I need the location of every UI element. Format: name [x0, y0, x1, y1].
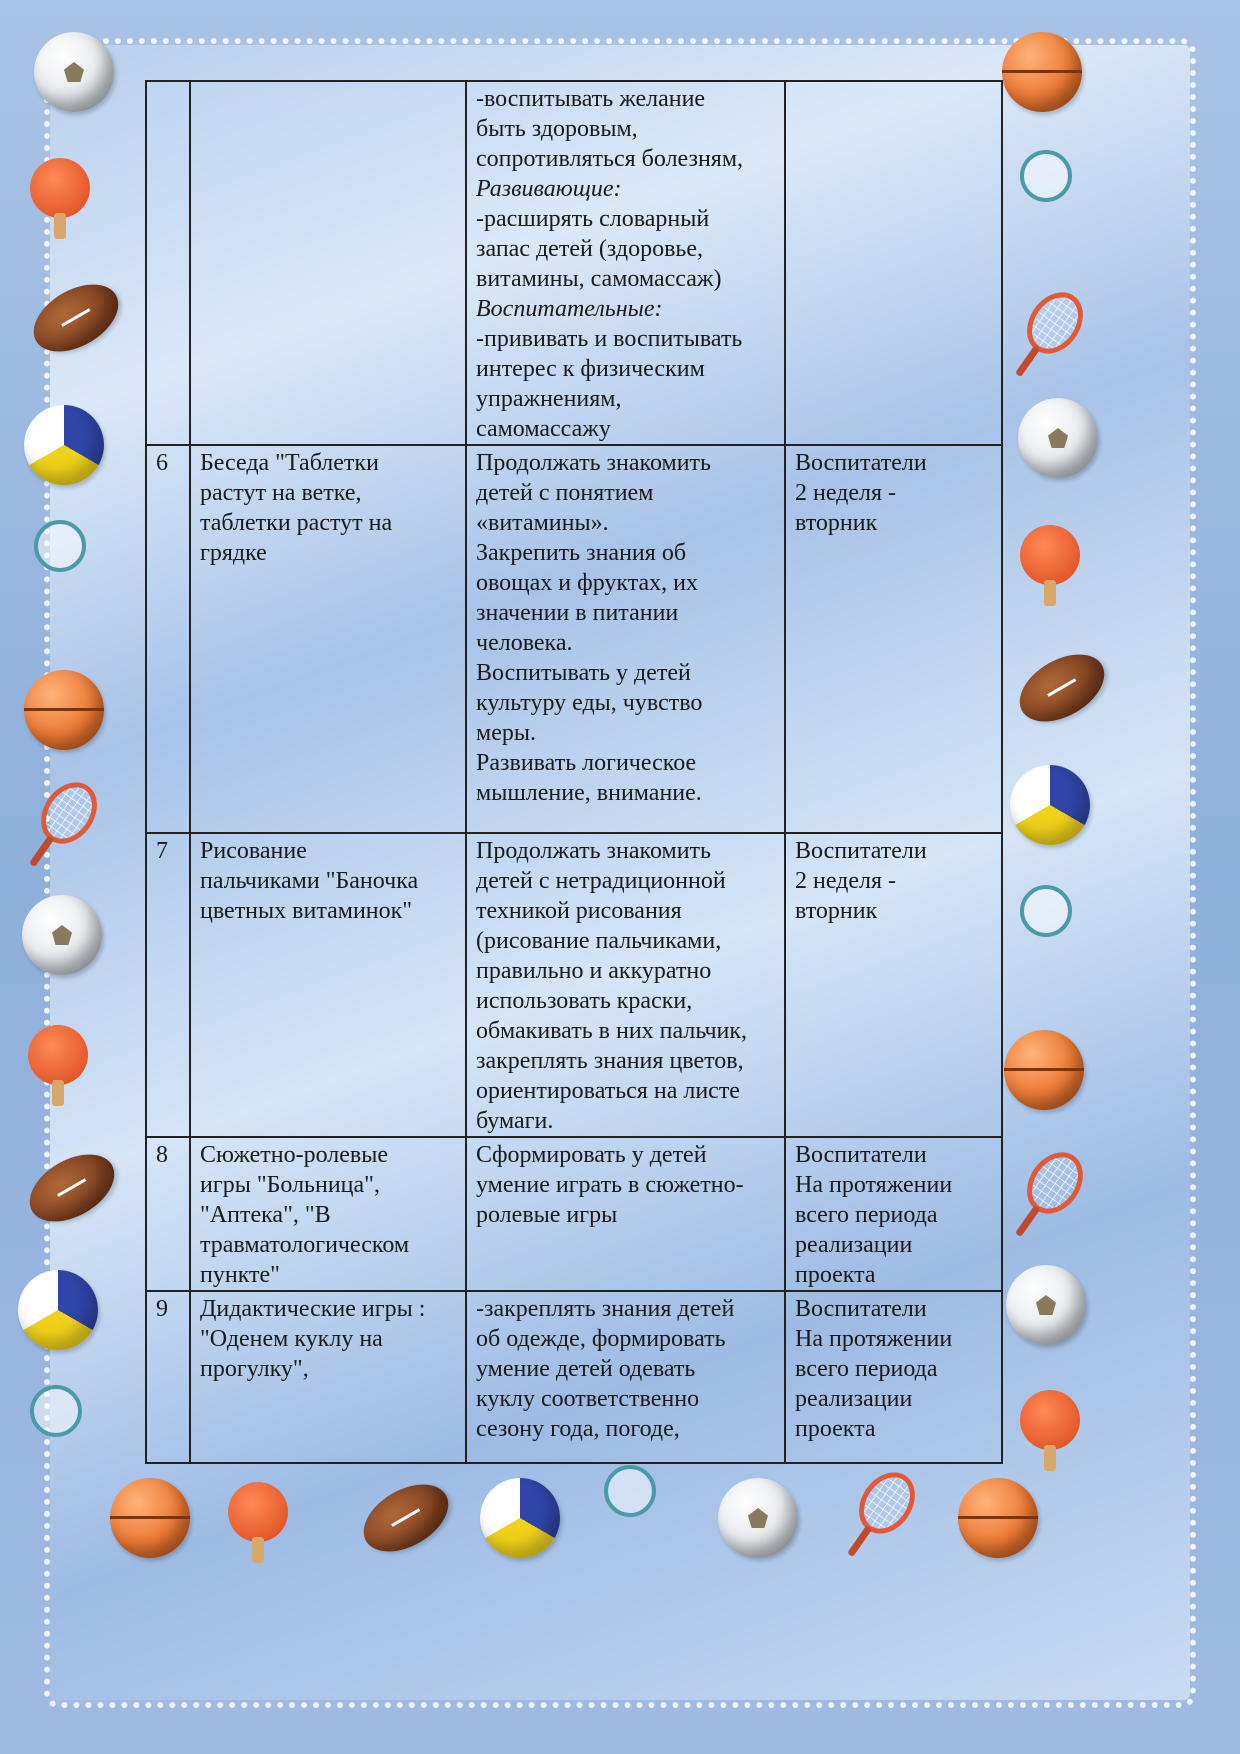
activity-line: Сюжетно-ролевые — [200, 1142, 389, 1168]
basketball-icon — [1002, 32, 1082, 112]
row-number-cell — [146, 1137, 190, 1291]
goals-line: самомассажу — [476, 416, 611, 442]
responsible-line: реализации — [795, 1386, 913, 1412]
row-number-cell — [146, 81, 190, 445]
activity-line: травматологическом — [200, 1232, 410, 1258]
goals-line: витамины, самомассаж) — [476, 266, 722, 292]
goals-line: Продолжать знакомить — [476, 838, 711, 864]
goals-line: Развивать логическое — [476, 750, 697, 776]
goals-line: человека. — [476, 630, 573, 656]
volleyball-icon — [24, 405, 104, 485]
responsible-line: На протяжении — [795, 1326, 953, 1352]
responsible-line: проекта — [795, 1262, 876, 1288]
responsible-line: 2 неделя - — [795, 480, 897, 506]
table-row — [146, 833, 1002, 1137]
goals-cell — [466, 81, 785, 445]
soccer-ball-icon — [1018, 398, 1098, 478]
goals-line: овощах и фруктах, их — [476, 570, 698, 596]
soccer-ball-icon — [22, 895, 102, 975]
goals-line: -расширять словарный — [476, 206, 710, 232]
responsible-line: Воспитатели — [795, 1142, 927, 1168]
activity-cell — [190, 833, 466, 1137]
responsible-line: всего периода — [795, 1356, 938, 1382]
goals-line: Воспитывать у детей — [476, 660, 691, 686]
goals-line: ролевые игры — [476, 1202, 618, 1228]
goals-line: -прививать и воспитывать — [476, 326, 743, 352]
activity-line: пальчиками "Баночка — [200, 868, 419, 894]
row-number: 6 — [156, 450, 168, 476]
goals-line: куклу соответственно — [476, 1386, 700, 1412]
volleyball-icon — [1010, 765, 1090, 845]
responsible-cell — [785, 445, 1002, 833]
ping-pong-paddle-icon — [1020, 1390, 1080, 1450]
goals-cell — [466, 1291, 785, 1463]
goals-line: правильно и аккуратно — [476, 958, 712, 984]
ping-pong-paddle-icon — [1020, 525, 1080, 585]
goals-cell — [466, 445, 785, 833]
basketball-icon — [24, 670, 104, 750]
soccer-ball-icon — [1006, 1265, 1086, 1345]
basketball-icon — [958, 1478, 1038, 1558]
volleyball-icon — [480, 1478, 560, 1558]
goals-line: Закрепить знания об — [476, 540, 687, 566]
goals-line: интерес к физическим — [476, 356, 705, 382]
activity-line: "Оденем куклу на — [200, 1326, 383, 1352]
badminton-racket-icon — [30, 1385, 82, 1437]
activity-line: грядке — [200, 540, 267, 566]
goals-line: сопротивляться болезням, — [476, 146, 744, 172]
responsible-line: вторник — [795, 510, 878, 536]
activity-line: "Аптека", "В — [200, 1202, 331, 1228]
responsible-cell — [785, 833, 1002, 1137]
activity-line: Рисование — [200, 838, 307, 864]
badminton-racket-icon — [604, 1465, 656, 1517]
goals-line: меры. — [476, 720, 536, 746]
activity-line: цветных витаминок" — [200, 898, 413, 924]
responsible-line: проекта — [795, 1416, 876, 1442]
goals-line: (рисование пальчиками, — [476, 928, 722, 954]
activity-line: пункте" — [200, 1262, 280, 1288]
goals-line: -закреплять знания детей — [476, 1296, 735, 1322]
row-number-cell — [146, 1291, 190, 1463]
activity-line: игры "Больница", — [200, 1172, 380, 1198]
goals-line: техникой рисования — [476, 898, 682, 924]
activity-cell — [190, 81, 466, 445]
responsible-line: всего периода — [795, 1202, 938, 1228]
responsible-line: Воспитатели — [795, 838, 927, 864]
activity-cell — [190, 1291, 466, 1463]
goals-line: сезону года, погоде, — [476, 1416, 680, 1442]
goals-line: «витамины». — [476, 510, 609, 536]
responsible-cell — [785, 81, 1002, 445]
soccer-ball-icon — [34, 32, 114, 112]
goals-line: детей с нетрадиционной — [476, 868, 726, 894]
goals-line: -воспитывать желание — [476, 86, 706, 112]
badminton-racket-icon — [1020, 150, 1072, 202]
badminton-racket-icon — [34, 520, 86, 572]
goals-line: детей с понятием — [476, 480, 654, 506]
table-row — [146, 445, 1002, 833]
goals-line: быть здоровым, — [476, 116, 638, 142]
goals-cell — [466, 833, 785, 1137]
responsible-line: Воспитатели — [795, 450, 927, 476]
responsible-line: На протяжении — [795, 1172, 953, 1198]
goals-section-heading: Воспитательные: — [476, 296, 663, 322]
responsible-line: Воспитатели — [795, 1296, 927, 1322]
table-row — [146, 1137, 1002, 1291]
basketball-icon — [110, 1478, 190, 1558]
ping-pong-paddle-icon — [30, 158, 90, 218]
row-number: 7 — [156, 838, 168, 864]
goals-line: ориентироваться на листе — [476, 1078, 740, 1104]
goals-section-heading: Развивающие: — [476, 176, 622, 202]
goals-line: бумаги. — [476, 1108, 554, 1134]
row-number: 9 — [156, 1296, 168, 1322]
responsible-line: вторник — [795, 898, 878, 924]
responsible-cell — [785, 1291, 1002, 1463]
activity-line: Беседа "Таблетки — [200, 450, 379, 476]
ping-pong-paddle-icon — [228, 1482, 288, 1542]
project-plan-table — [145, 80, 1003, 1464]
row-number: 8 — [156, 1142, 168, 1168]
goals-line: Сформировать у детей — [476, 1142, 707, 1168]
goals-line: обмакивать в них пальчик, — [476, 1018, 748, 1044]
table-row — [146, 81, 1002, 445]
goals-line: культуру еды, чувство — [476, 690, 703, 716]
goals-cell — [466, 1137, 785, 1291]
responsible-cell — [785, 1137, 1002, 1291]
goals-line: запас детей (здоровье, — [476, 236, 703, 262]
goals-line: Продолжать знакомить — [476, 450, 711, 476]
table-row — [146, 1291, 1002, 1463]
activity-line: прогулку", — [200, 1356, 309, 1382]
row-number-cell — [146, 833, 190, 1137]
activity-line: таблетки растут на — [200, 510, 393, 536]
basketball-icon — [1004, 1030, 1084, 1110]
row-number-cell — [146, 445, 190, 833]
goals-line: использовать краски, — [476, 988, 693, 1014]
responsible-line: 2 неделя - — [795, 868, 897, 894]
goals-line: мышление, внимание. — [476, 780, 702, 806]
soccer-ball-icon — [718, 1478, 798, 1558]
responsible-line: реализации — [795, 1232, 913, 1258]
goals-line: об одежде, формировать — [476, 1326, 726, 1352]
activity-cell — [190, 445, 466, 833]
goals-line: упражнениям, — [476, 386, 622, 412]
volleyball-icon — [18, 1270, 98, 1350]
ping-pong-paddle-icon — [28, 1025, 88, 1085]
badminton-racket-icon — [1020, 885, 1072, 937]
activity-line: растут на ветке, — [200, 480, 362, 506]
goals-line: умение играть в сюжетно- — [476, 1172, 744, 1198]
goals-line: значении в питании — [476, 600, 679, 626]
activity-cell — [190, 1137, 466, 1291]
goals-line: закреплять знания цветов, — [476, 1048, 744, 1074]
goals-line: умение детей одевать — [476, 1356, 696, 1382]
activity-line: Дидактические игры : — [200, 1296, 426, 1322]
